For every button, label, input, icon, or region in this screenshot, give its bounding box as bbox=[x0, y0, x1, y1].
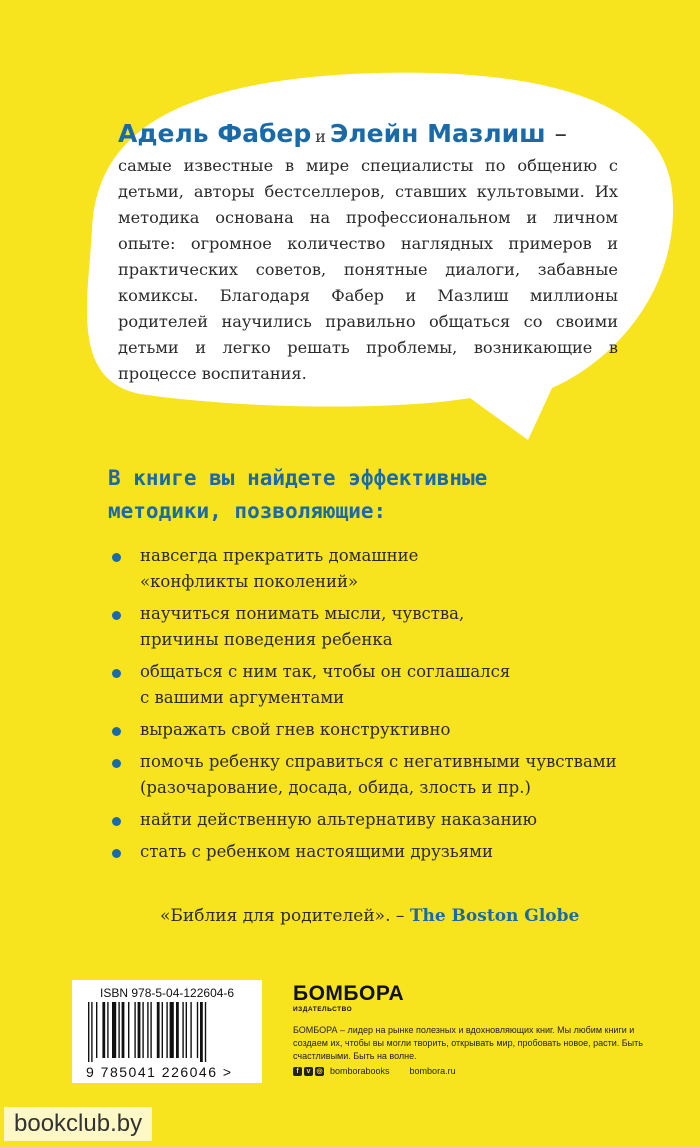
list-item-line1: научиться понимать мысли, чувства, bbox=[140, 604, 465, 623]
publisher-logo-name: БОМБОРА bbox=[293, 982, 405, 1005]
author-mazlish: Элейн Мазлиш bbox=[329, 119, 546, 148]
bullet-dot-icon bbox=[112, 553, 121, 562]
press-quote bbox=[160, 906, 579, 926]
barcode-digits: 9 785041 226046 > bbox=[86, 1064, 233, 1080]
features-heading-line1: В книге вы найдете эффективные bbox=[108, 466, 488, 490]
barcode-bar bbox=[182, 1002, 183, 1058]
list-item bbox=[108, 659, 668, 711]
barcode-bar bbox=[102, 1002, 105, 1058]
vk-icon: v bbox=[304, 1067, 313, 1076]
list-item bbox=[108, 807, 668, 833]
list-item-line2: с вашими аргументами bbox=[140, 688, 345, 707]
publisher-description: БОМБОРА – лидер на рынке полезных и вдохновляющих книг. Мы любим книги и создаем их, чтобы вы могли творить, открывать мир, пробовать новое, расти. Быть счастливыми. Быть на волне. bbox=[293, 1025, 643, 1061]
dash: – bbox=[554, 119, 567, 148]
barcode-bar bbox=[128, 1002, 129, 1058]
author-faber: Адель Фабер bbox=[118, 119, 312, 148]
publisher-socials bbox=[293, 1066, 456, 1076]
bullet-dot-icon bbox=[112, 817, 121, 826]
list-item-line2: «конфликты поколений» bbox=[140, 572, 359, 591]
barcode-bar bbox=[170, 1002, 174, 1058]
site-watermark: bookclub.by bbox=[4, 1107, 152, 1141]
barcode-bar bbox=[122, 1002, 125, 1058]
list-item-line1: выражать свой гнев конструктивно bbox=[140, 720, 451, 739]
facebook-icon: f bbox=[293, 1067, 302, 1076]
barcode-bar bbox=[200, 1002, 203, 1062]
list-item bbox=[108, 717, 668, 743]
barcode-bar bbox=[91, 1002, 92, 1062]
barcode-bar bbox=[138, 1002, 141, 1058]
list-item-line1: стать с ребенком настоящими друзьями bbox=[140, 842, 494, 861]
authors-description bbox=[118, 118, 618, 387]
bullet-dot-icon bbox=[112, 727, 121, 736]
isbn-label: ISBN 978-5-04-122604-6 bbox=[100, 986, 235, 1000]
barcode-bar bbox=[197, 1002, 198, 1058]
barcode-bar bbox=[166, 1002, 167, 1058]
list-item-line1: навсегда прекратить домашние bbox=[140, 546, 419, 565]
list-item bbox=[108, 839, 668, 865]
bullet-dot-icon bbox=[112, 759, 121, 768]
conjunction: и bbox=[315, 127, 326, 146]
quote-text: «Библия для родителей». – bbox=[160, 906, 405, 926]
barcode-bar bbox=[205, 1002, 206, 1062]
list-item bbox=[108, 601, 668, 653]
barcode-bar bbox=[150, 1002, 151, 1058]
barcode-bar bbox=[96, 1002, 97, 1058]
features-heading bbox=[108, 462, 528, 528]
barcode-bar bbox=[88, 1002, 89, 1062]
features-list bbox=[108, 543, 668, 871]
list-item bbox=[108, 749, 668, 801]
barcode-bar bbox=[142, 1002, 143, 1058]
authors-line bbox=[118, 118, 618, 153]
list-item-line1: помочь ребенку справиться с негативными чувствами bbox=[140, 752, 617, 771]
barcode-bar bbox=[186, 1002, 187, 1058]
features-heading-line2: методики, позволяющие: bbox=[108, 499, 387, 523]
barcode-bar bbox=[134, 1002, 135, 1058]
bullet-dot-icon bbox=[112, 611, 121, 620]
list-item-line2: причины поведения ребенка bbox=[140, 630, 393, 649]
authors-bio: самые известные в мире специалисты по общению с детьми, авторы бестселлеров, ставших культовыми. Их методика основана на профессиональном и личном опыте: огромное количество наглядных примеров и практических советов, понятные диалоги, забавные комиксы. Благодаря Фабер и Мазлиш миллионы родителей научились правильно общаться со своими детьми и легко решать проблемы, возникающие в процессе воспитания. bbox=[118, 156, 618, 383]
list-item-line1: найти действенную альтернативу наказанию bbox=[140, 810, 537, 829]
barcode-bar bbox=[157, 1002, 160, 1058]
barcode-icon bbox=[84, 1002, 250, 1064]
bullet-dot-icon bbox=[112, 849, 121, 858]
list-item-line1: общаться с ним так, чтобы он соглашался bbox=[140, 662, 511, 681]
barcode-bar bbox=[147, 1002, 148, 1058]
barcode-block bbox=[72, 980, 262, 1083]
bullet-dot-icon bbox=[112, 669, 121, 678]
list-item bbox=[108, 543, 668, 595]
publisher-logo-subtitle: ИЗДАТЕЛЬСТВО bbox=[293, 1006, 353, 1013]
barcode-bar bbox=[190, 1002, 191, 1058]
barcode-bar bbox=[112, 1002, 116, 1058]
list-item-line2: (разочарование, досада, обида, злость и пр.) bbox=[140, 778, 531, 797]
publisher-website: bombora.ru bbox=[409, 1066, 456, 1076]
quote-source: The Boston Globe bbox=[409, 906, 580, 926]
instagram-icon: ◎ bbox=[316, 1067, 323, 1075]
barcode-bar bbox=[118, 1002, 119, 1058]
barcode-bar bbox=[162, 1002, 163, 1058]
barcode-bar bbox=[107, 1002, 108, 1058]
barcode-bar bbox=[176, 1002, 179, 1058]
social-handle: bomborabooks bbox=[330, 1066, 390, 1076]
